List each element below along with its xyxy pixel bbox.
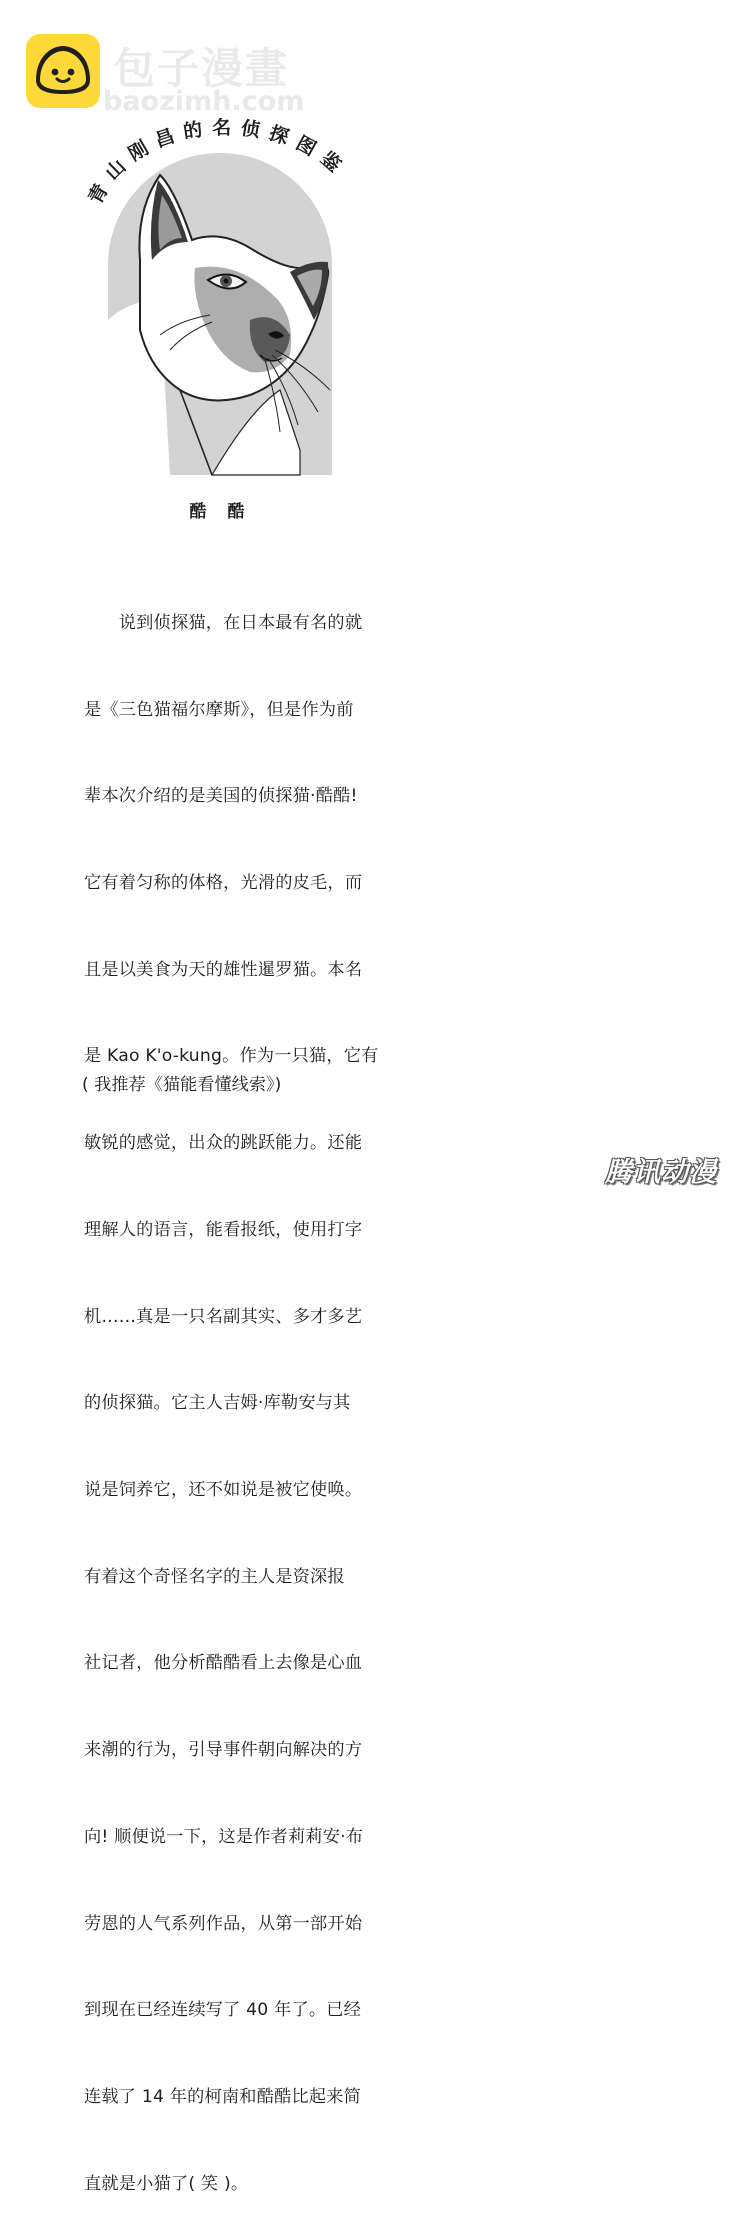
paragraph-line: 到现在已经连续写了 40 年了。已经 [84, 2000, 362, 2021]
paragraph-line: 直就是小猫了( 笑 )。 [84, 2173, 249, 2194]
site-logo-domain: baozimh.com [103, 86, 305, 117]
paragraph-line: 敏锐的感觉，出众的跳跃能力。还能 [84, 1133, 363, 1154]
paragraph-line: 它有着匀称的体格，光滑的皮毛，而 [84, 872, 363, 893]
paragraph-line: 连载了 14 年的柯南和酷酷比起来简 [84, 2087, 362, 2108]
paragraph-line: 说是饲养它，还不如说是被它使唤。 [84, 1480, 363, 1500]
series-title: 青山刚昌的名侦探图鉴 [84, 116, 352, 208]
paragraph-line: 辈本次介绍的是美国的侦探猫·酷酷! [84, 786, 358, 807]
paragraph-line: 劳恩的人气系列作品，从第一部开始 [84, 1913, 363, 1934]
paragraph-line: 的侦探猫。它主人吉姆·库勒安与其 [84, 1393, 351, 1414]
recommendation-note: ( 我推荐《猫能看懂线索》) [82, 1075, 282, 1095]
paragraph-line: 是《三色猫福尔摩斯》，但是作为前 [84, 699, 354, 720]
paragraph-line: 机……真是一只名副其实、多才多艺 [84, 1306, 363, 1327]
site-logo-name: 包子漫畫 [113, 44, 290, 93]
illustration-caption: 酷 酷 [189, 502, 247, 522]
paragraph-line: 且是以美食为天的雄性暹罗猫。本名 [84, 959, 363, 980]
paragraph-line: 向! 顺便说一下，这是作者莉莉安·布 [84, 1826, 364, 1847]
publisher-watermark: 腾讯动漫 [605, 1157, 717, 1188]
bun-mascot-icon [26, 34, 100, 108]
paragraph-line: 社记者，他分析酷酷看上去像是心血 [84, 1653, 363, 1674]
paragraph-line: 理解人的语言，能看报纸，使用打字 [84, 1219, 363, 1240]
paragraph-line: 来潮的行为，引导事件朝向解决的方 [84, 1740, 363, 1761]
paragraph-line: 有着这个奇怪名字的主人是资深报 [84, 1566, 345, 1587]
article-paragraph [84, 551, 384, 2228]
siamese-cat-portrait [100, 150, 340, 480]
paragraph-line: 是 Kao K'o-kung。作为一只猫，它有 [84, 1046, 379, 1067]
paragraph-line: 说到侦探猫，在日本最有名的就 [84, 612, 363, 633]
